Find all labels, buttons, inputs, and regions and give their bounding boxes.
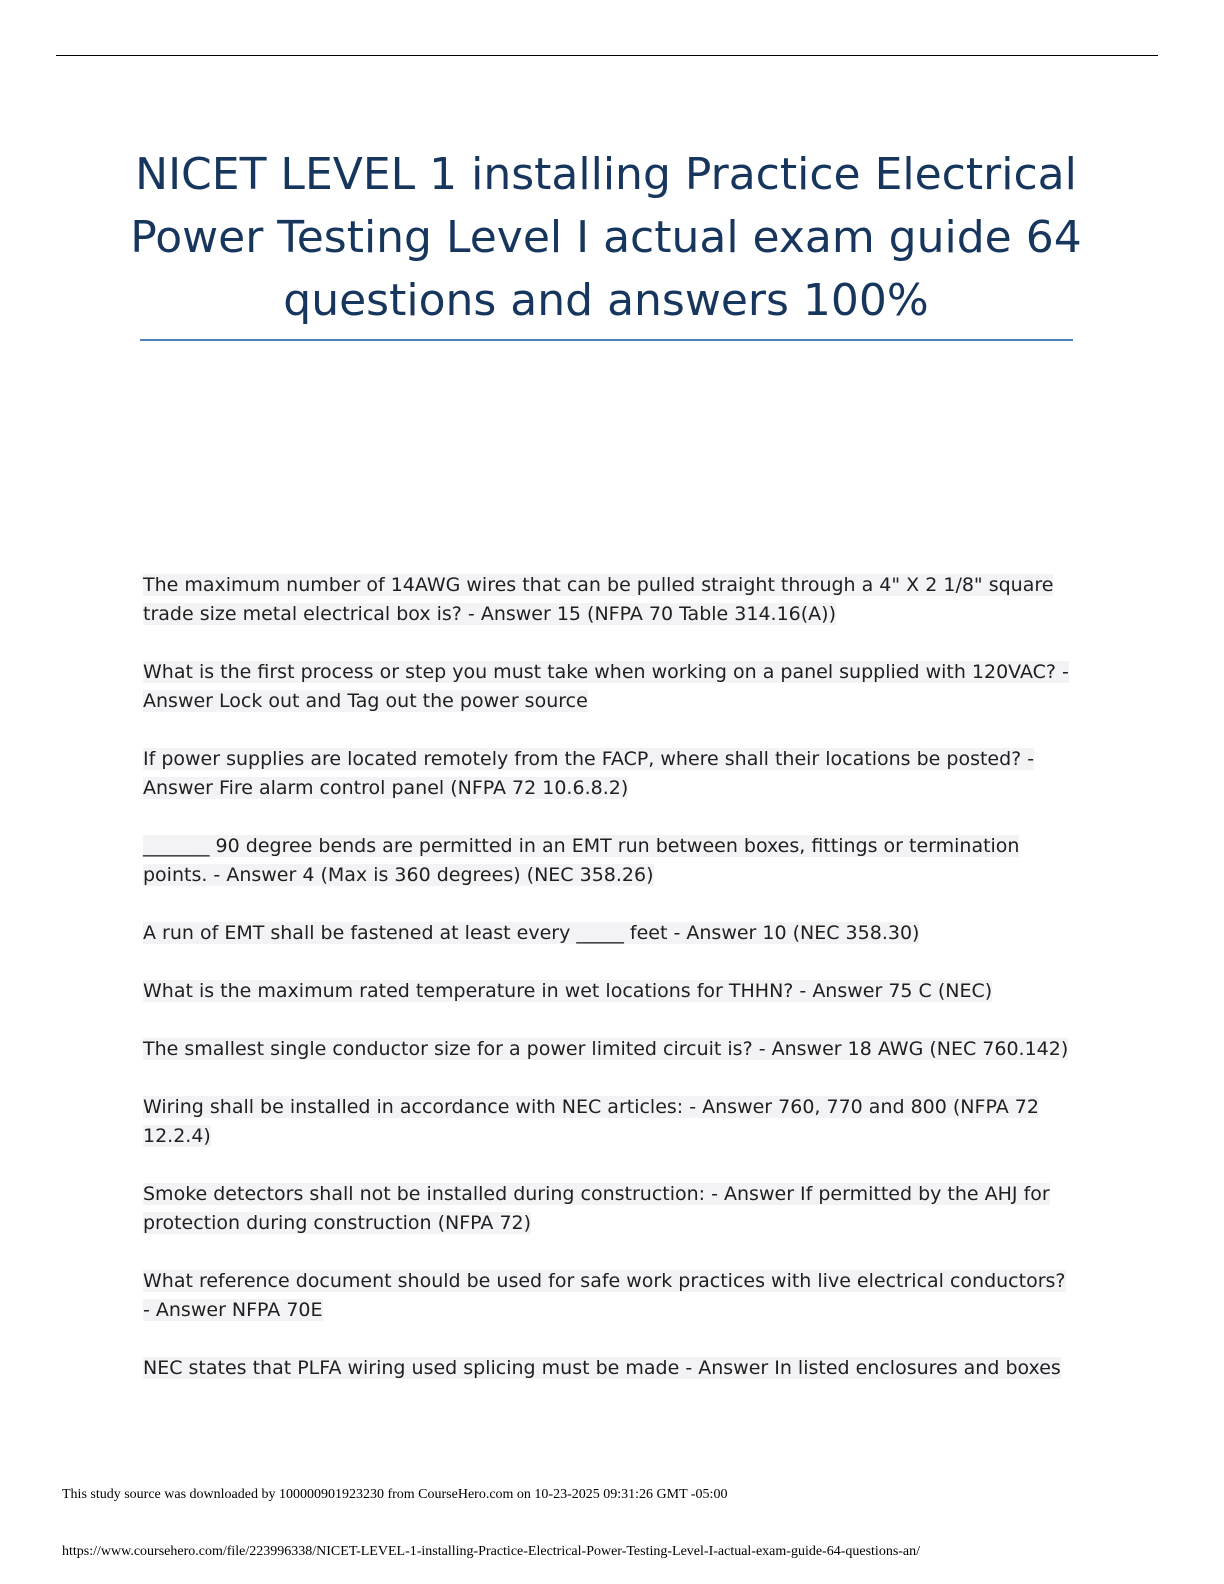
qa-item (143, 1093, 1078, 1151)
qa-text: _______ 90 degree bends are permitted in an EMT run between boxes, fittings or termination points. - Answer 4 (Max is 360 degrees) (NEC 358.26) (143, 835, 1020, 886)
document-title: NICET LEVEL 1 installing Practice Electrical Power Testing Level I actual exam guide 64 questions and answers 100% (130, 149, 1082, 326)
qa-item (143, 1267, 1078, 1325)
qa-item (143, 1035, 1078, 1064)
qa-text: What is the maximum rated temperature in wet locations for THHN? - Answer 75 C (NEC) (143, 980, 993, 1002)
qa-text: What reference document should be used for safe work practices with live electrical conductors? - Answer NFPA 70E (143, 1270, 1066, 1321)
qa-text: A run of EMT shall be fastened at least every _____ feet - Answer 10 (NEC 358.30) (143, 922, 920, 944)
title-underline (140, 339, 1073, 341)
qa-text: What is the first process or step you must take when working on a panel supplied with 120VAC? - Answer Lock out and Tag out the power source (143, 661, 1069, 712)
qa-text: If power supplies are located remotely from the FACP, where shall their locations be posted? - Answer Fire alarm control panel (NFPA 72 10.6.8.2) (143, 748, 1035, 799)
header-rule (56, 55, 1158, 56)
qa-text: The maximum number of 14AWG wires that can be pulled straight through a 4" X 2 1/8" square trade size metal electrical box is? - Answer 15 (NFPA 70 Table 314.16(A)) (143, 574, 1054, 625)
qa-item (143, 1354, 1078, 1383)
footer-source-note: This study source was downloaded by 100000901923230 from CourseHero.com on 10-23-2025 09:31:26 GMT -05:00 (62, 1487, 728, 1502)
qa-item (143, 658, 1078, 716)
qa-text: Wiring shall be installed in accordance with NEC articles: - Answer 760, 770 and 800 (NFPA 72 12.2.4) (143, 1096, 1039, 1147)
qa-item (143, 1180, 1078, 1238)
footer-url-link[interactable]: https://www.coursehero.com/file/223996338/NICET-LEVEL-1-installing-Practice-Electrical-Power-Testing-Level-I-actual-exam-guide-64-questions-an/ (62, 1544, 921, 1559)
qa-list (143, 571, 1078, 1412)
qa-item (143, 832, 1078, 890)
qa-item (143, 571, 1078, 629)
qa-text: The smallest single conductor size for a power limited circuit is? - Answer 18 AWG (NEC 760.142) (143, 1038, 1069, 1060)
qa-item (143, 919, 1078, 948)
qa-text: NEC states that PLFA wiring used splicing must be made - Answer In listed enclosures and boxes (143, 1357, 1061, 1379)
qa-item (143, 745, 1078, 803)
qa-text: Smoke detectors shall not be installed during construction: - Answer If permitted by the AHJ for protection during construction (NFPA 72) (143, 1183, 1050, 1234)
qa-item (143, 977, 1078, 1006)
